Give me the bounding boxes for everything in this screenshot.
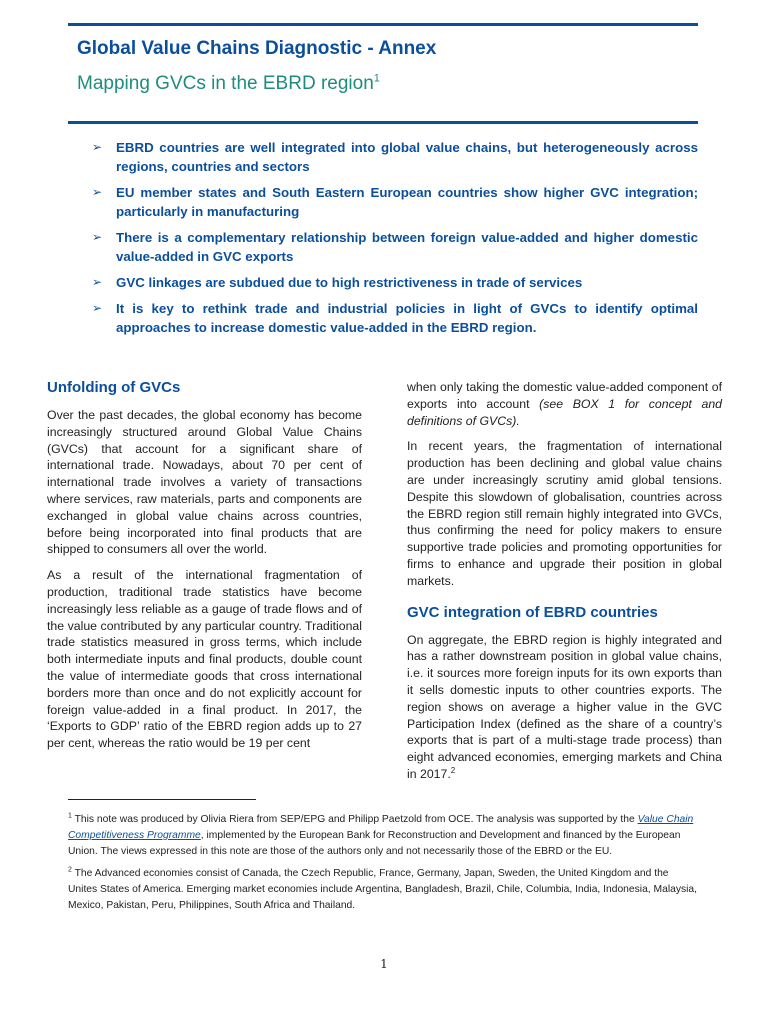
subtitle-footnote-ref: 1 [373,72,380,85]
arrow-bullet-icon: ➢ [92,275,103,289]
footnote-text: The Advanced economies consist of Canada, the Czech Republic, France, Germany, Japan, Sweden, the United Kingdom and the Unites States of America. Emerging market economies include Argentina, Bangladesh, Brazil, Chile, Columbia, India, Indonesia, Malaysia, Mexico, Pakistan, Peru, Philippines, South Africa and Thailand. [68,868,698,911]
key-point-text: EBRD countries are well integrated into global value chains, but heterogeneously across regions, countries and sectors [116,140,698,174]
section-heading-integration: GVC integration of EBRD countries [407,603,658,621]
paragraph: In recent years, the fragmentation of international production has been declining and global value chains are under increasingly scrutiny amid global tensions. Despite this slowdown of globalisation, countries across the EBRD region still remain highly integrated into GVCs, thus confirming the need for policy makers to ensure supportive trade policies and promoting opportunities for firms to enhance and upgrade their position in global markets. [407,439,722,588]
key-point-text: It is key to rethink trade and industrial policies in light of GVCs to identify optimal approaches to increase domestic value-added in the EBRD region. [116,301,698,335]
footnote-text: This note was produced by Olivia Riera from SEP/EPG and Philipp Paetzold from OCE. The analysis was supported by the [71,814,638,825]
key-point [90,273,698,292]
header-bottom-rule [68,121,698,124]
key-points-list [90,138,698,344]
arrow-bullet-icon: ➢ [92,301,103,315]
key-point-text: GVC linkages are subdued due to high restrictiveness in trade of services [116,275,583,290]
vccp-link[interactable]: Value Chain Competitiveness Programme [68,814,694,841]
footnote-number: 2 [68,866,72,874]
arrow-bullet-icon: ➢ [92,140,103,154]
paragraph-text: On aggregate, the EBRD region is highly integrated and has a rather downstream position in global value chains, i.e. it sources more foreign inputs for its own exports than it sells domestic inputs to other countries exports. The region shows on average a higher value in the GVC Participation Index (defined as the share of a country’s exports that is part of a multi-stage trade process) than eight advanced economies, emerging markets and China in 2017. [407,632,722,781]
footnote-2 [68,866,700,914]
left-column [47,379,362,760]
document-title: Global Value Chains Diagnostic - Annex [77,38,437,59]
footnote-1 [68,812,700,860]
paragraph: Over the past decades, the global economy has become increasingly structured around Global Value Chains (GVCs) that account for a significant share of international trade. Nowadays, about 70 per cent of international trade involves a variety of transactions where services, raw materials, parts and components are exchanged in global value chains across countries, before being incorporated into final products that are shipped to consumers all over the world. [47,408,362,557]
key-point [90,299,698,337]
footnote-separator [68,799,256,800]
right-column [407,379,722,791]
subtitle-text: Mapping GVCs in the EBRD region [77,73,374,94]
key-point [90,138,698,176]
paragraph [407,632,722,783]
key-point [90,183,698,221]
paragraph: As a result of the international fragmentation of production, traditional trade statistics have become increasingly less reliable as a gauge of trade flows and of the value contributed by any particular country. Traditional trade statistics measured in gross terms, which include both intermediate inputs and final products, double count the value of intermediate goods that cross international borders more than once and do not explicitly account for foreign value-added in a final product. In 2017, the ‘Exports to GDP’ ratio of the EBRD region adds up to 27 per cent, whereas the ratio would be 19 per cent [47,568,362,751]
footnote-ref: 2 [450,765,456,775]
footnote-number: 1 [68,812,72,820]
footnotes [68,812,700,920]
header-top-rule [68,23,698,26]
key-point-text: There is a complementary relationship between foreign value-added and higher domestic value-added in GVC exports [116,230,698,264]
key-point [90,228,698,266]
key-point-text: EU member states and South Eastern European countries show higher GVC integration; particularly in manufacturing [116,185,698,219]
page-number: 1 [380,957,388,971]
paragraph-continued [407,379,722,429]
arrow-bullet-icon: ➢ [92,230,103,244]
document-subtitle [77,73,380,95]
paragraph-text: when only taking the domestic value-added component of exports into account [407,380,722,411]
box-reference: (see BOX 1 for concept and definitions of GVCs). [407,396,722,428]
footnote-text: , implemented by the European Bank for Reconstruction and Development and financed by the European Union. The views expressed in this note are those of the authors only and not necessarily those of the EBRD or the EU. [68,830,681,857]
arrow-bullet-icon: ➢ [92,185,103,199]
section-heading-unfolding: Unfolding of GVCs [47,379,181,396]
